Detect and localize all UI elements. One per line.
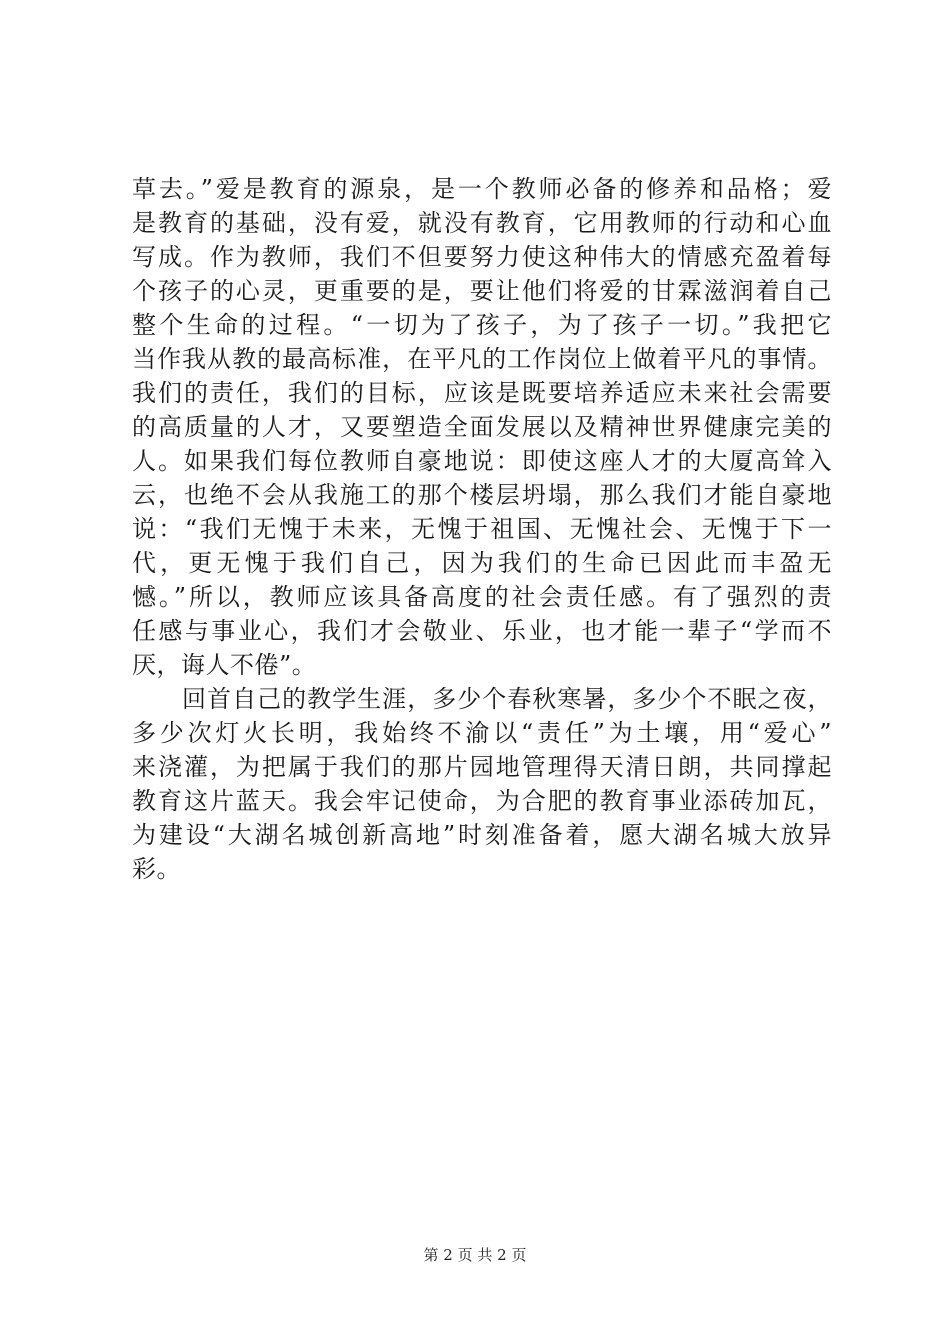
text-line: 多少次灯火长明，我始终不渝以“责任”为土壤，用“爱心” xyxy=(132,719,832,747)
text-line: 草去。”爱是教育的源泉，是一个教师必备的修养和品格；爱 xyxy=(132,175,832,203)
text-line: 是教育的基础，没有爱，就没有教育，它用教师的行动和心血 xyxy=(132,209,832,237)
text-line: 个孩子的心灵，更重要的是，要让他们将爱的甘霖滋润着自己 xyxy=(132,277,832,305)
text-line: 我们的责任，我们的目标，应该是既要培养适应未来社会需要 xyxy=(132,379,832,407)
text-line: 的高质量的人才，又要塑造全面发展以及精神世界健康完美的 xyxy=(132,413,832,441)
text-line: 任感与事业心，我们才会敬业、乐业，也才能一辈子“学而不 xyxy=(132,617,832,645)
text-line: 回首自己的教学生涯，多少个春秋寒暑，多少个不眠之夜， xyxy=(132,685,832,713)
text-line: 说：“我们无愧于未来，无愧于祖国、无愧社会、无愧于下一 xyxy=(132,515,832,543)
text-line: 为建设“大湖名城创新高地”时刻准备着，愿大湖名城大放异 xyxy=(132,821,832,849)
text-line: 代，更无愧于我们自己，因为我们的生命已因此而丰盈无 xyxy=(132,549,832,577)
text-line: 彩。 xyxy=(132,855,181,883)
text-line: 厌，诲人不倦”。 xyxy=(132,651,317,679)
text-line: 云，也绝不会从我施工的那个楼层坍塌，那么我们才能自豪地 xyxy=(132,481,832,509)
text-line: 整个生命的过程。“一切为了孩子，为了孩子一切。”我把它 xyxy=(132,311,832,339)
text-line: 教育这片蓝天。我会牢记使命，为合肥的教育事业添砖加瓦， xyxy=(132,787,832,815)
text-line: 憾。”所以，教师应该具备高度的社会责任感。有了强烈的责 xyxy=(132,583,832,611)
text-line: 写成。作为教师，我们不但要努力使这种伟大的情感充盈着每 xyxy=(132,243,832,271)
text-line: 人。如果我们每位教师自豪地说：即使这座人才的大厦高耸入 xyxy=(132,447,832,475)
document-body xyxy=(132,172,832,886)
text-line: 来浇灌，为把属于我们的那片园地管理得天清日朗，共同撑起 xyxy=(132,753,832,781)
text-line: 当作我从教的最高标准，在平凡的工作岗位上做着平凡的事情。 xyxy=(132,345,832,373)
page-footer: 第 2 页 共 2 页 xyxy=(423,1246,527,1264)
